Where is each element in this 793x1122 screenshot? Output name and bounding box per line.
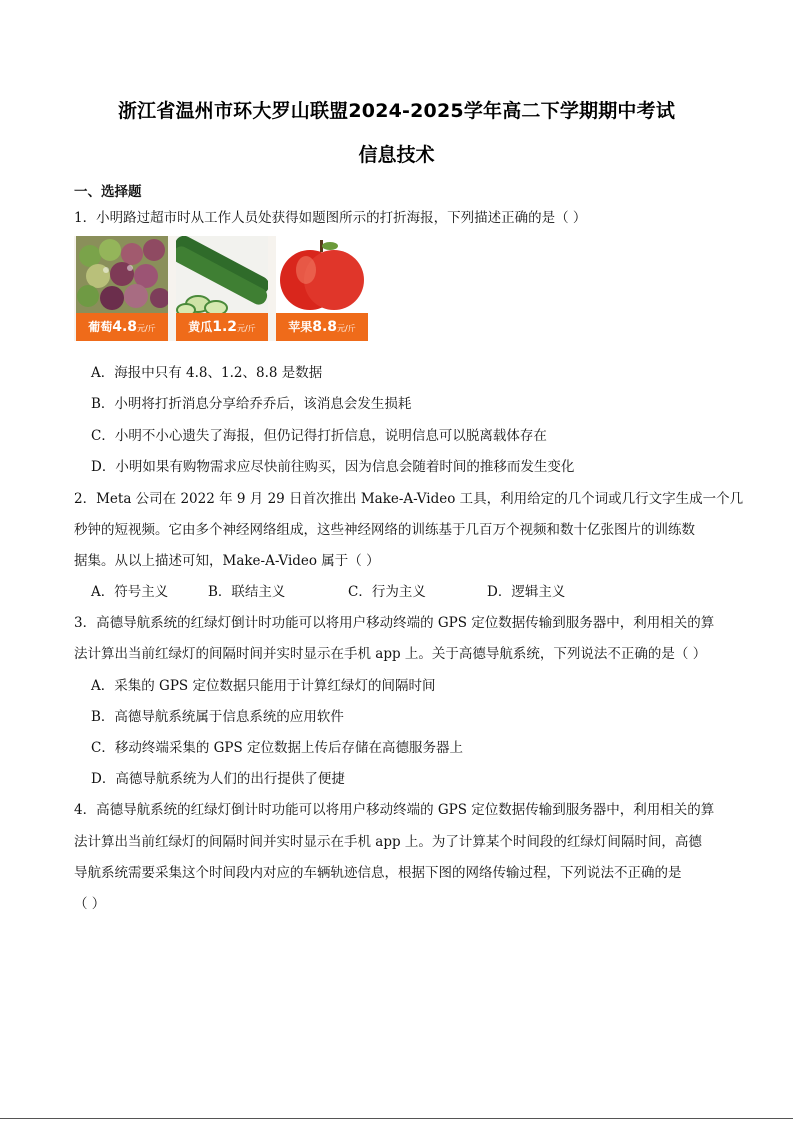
q1-option-d: D．小明如果有购物需求应尽快前往购买，因为信息会随着时间的推移而发生变化	[91, 459, 575, 475]
fruit-price: 4.8	[112, 319, 138, 335]
q1-option-a: A．海报中只有 4.8、1.2、8.8 是数据	[91, 365, 323, 381]
fruit-name: 苹果	[288, 320, 313, 334]
fruit-name: 黄瓜	[188, 320, 213, 334]
q4-stem-line-4: （ ）	[74, 896, 106, 912]
q3-option-c: C．移动终端采集的 GPS 定位数据上传后存储在高德服务器上	[91, 740, 464, 756]
price-band-cucumber	[176, 313, 268, 341]
page-bottom-rule	[0, 1118, 793, 1119]
q2-option-d: D．逻辑主义	[487, 584, 566, 600]
fruit-price: 1.2	[212, 319, 238, 335]
q1-option-b: B．小明将打折消息分享给乔乔后，该消息会发生损耗	[91, 396, 412, 412]
q2-stem-line-3: 据集。从以上描述可知，Make-A-Video 属于（ ）	[74, 553, 380, 569]
q2-option-c: C．行为主义	[348, 584, 426, 600]
fruit-name: 葡萄	[88, 320, 113, 334]
poster-tile-grape	[76, 236, 168, 341]
poster-tile-apple	[276, 236, 368, 341]
discount-poster	[74, 236, 368, 341]
q1-stem: 1．小明路过超市时从工作人员处获得如题图所示的打折海报，下列描述正确的是（ ）	[74, 210, 587, 226]
subject-title: 信息技术	[358, 144, 435, 166]
q4-stem-line-2: 法计算出当前红绿灯的间隔时间并实时显示在手机 app 上。为了计算某个时间段的红绿灯间隔时间，高德	[74, 834, 702, 850]
q3-stem-line-1: 3．高德导航系统的红绿灯倒计时功能可以将用户移动终端的 GPS 定位数据传输到服务器中，利用相关的算	[74, 615, 715, 631]
price-unit: 元/斤	[237, 324, 256, 333]
section-heading: 一、选择题	[74, 184, 142, 200]
price-unit: 元/斤	[337, 324, 356, 333]
q2-stem-line-2: 秒钟的短视频。它由多个神经网络组成，这些神经网络的训练基于几百万个视频和数十亿张图片的训练数	[74, 522, 695, 538]
exam-title: 浙江省温州市环大罗山联盟2024-2025学年高二下学期期中考试	[117, 100, 676, 122]
q3-option-d: D．高德导航系统为人们的出行提供了便捷	[91, 771, 345, 787]
q1-option-c: C．小明不小心遗失了海报，但仍记得打折信息，说明信息可以脱离载体存在	[91, 428, 547, 444]
poster-tile-cucumber	[176, 236, 268, 341]
q2-stem-line-1: 2．Meta 公司在 2022 年 9 月 29 日首次推出 Make-A-Video 工具，利用给定的几个词或几行文字生成一个几	[74, 491, 744, 507]
q3-option-a: A．采集的 GPS 定位数据只能用于计算红绿灯的间隔时间	[91, 678, 436, 694]
q2-option-b: B．联结主义	[208, 584, 286, 600]
price-band-apple	[276, 313, 368, 341]
q4-stem-line-1: 4．高德导航系统的红绿灯倒计时功能可以将用户移动终端的 GPS 定位数据传输到服务器中，利用相关的算	[74, 802, 715, 818]
price-band-grape	[76, 313, 168, 341]
q2-option-a: A．符号主义	[91, 584, 169, 600]
q3-option-b: B．高德导航系统属于信息系统的应用软件	[91, 709, 344, 725]
fruit-price: 8.8	[312, 319, 338, 335]
price-unit: 元/斤	[137, 324, 156, 333]
q3-stem-line-2: 法计算出当前红绿灯的间隔时间并实时显示在手机 app 上。关于高德导航系统，下列说法不正确的是（ ）	[74, 646, 707, 662]
q4-stem-line-3: 导航系统需要采集这个时间段内对应的车辆轨迹信息，根据下图的网络传输过程，下列说法不正确的是	[74, 865, 682, 881]
